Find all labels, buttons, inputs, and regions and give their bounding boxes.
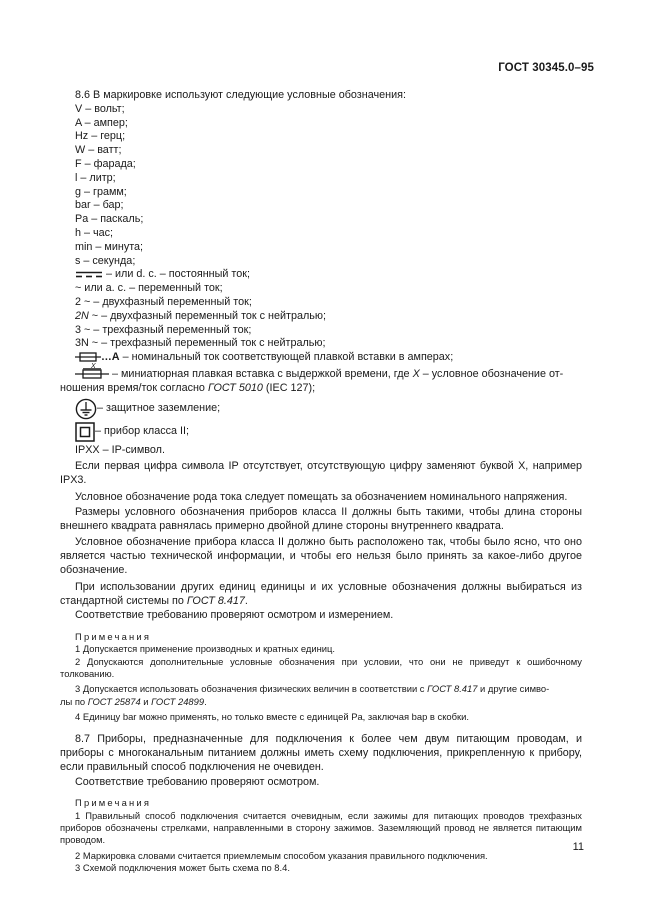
ipxx-line: IPXX – IP-символ. bbox=[75, 443, 165, 456]
note-item: 4 Единицу bar можно применять, но только вместе с единицей Pa, заключая bap в скобки. bbox=[75, 710, 469, 722]
ac3n-symbol-line: 3N ~ – трехфазный переменный ток с нейтралью; bbox=[75, 337, 326, 350]
unit-item: F – фарада; bbox=[75, 157, 136, 170]
unit-item: bar – бар; bbox=[75, 199, 124, 212]
section-8-7-paragraph: 8.7 Приборы, предназначенные для подключения к более чем двум питающим проводам, и приборы с многоканальным питанием должны иметь схему подключения, прикрепленную к прибору, если правильный способ подключения не очевиден. bbox=[60, 733, 582, 773]
document-id-header: ГОСТ 30345.0–95 bbox=[498, 62, 594, 74]
direct-current-icon bbox=[75, 270, 103, 279]
notes-title: Примечания bbox=[75, 797, 152, 809]
unit-item: A – ампер; bbox=[75, 116, 128, 129]
unit-item: g – грамм; bbox=[75, 185, 127, 198]
notes-8-7 bbox=[60, 797, 582, 874]
unit-list bbox=[60, 103, 582, 269]
note-item: 1 Правильный способ подключения считается очевидным, если зажимы для питающих проводов трехфазных приборов обозначены стрелками, направленными в сторону зажимов. Заземляющий провод не является питающим проводом. bbox=[60, 809, 582, 846]
notes-title: Примечания bbox=[75, 631, 152, 643]
mini-fuse-line-cont: ношения время/ток согласно ГОСТ 5010 (IEC 127); bbox=[60, 381, 316, 394]
note-item: 3 Допускается использовать обозначения физических величин в соответствии с ГОСТ 8.417 и другие симво- bbox=[75, 683, 550, 695]
mini-fuse-x-label: X bbox=[91, 362, 96, 370]
unit-item: V – вольт; bbox=[75, 102, 125, 115]
other-units-paragraph: При использовании других единиц единицы и их условные обозначения должны выбираться из стандартной системы по ГОСТ 8.417. bbox=[60, 580, 582, 607]
size-paragraph: Размеры условного обозначения приборов класса II должны быть такими, чтобы длина стороны внешнего квадрата равнялась примерно двойной длине стороны внутреннего квадрата. bbox=[60, 505, 582, 532]
mini-fuse-line: – миниатюрная плавкая вставка с выдержкой времени, где X – условное обозначение от- bbox=[60, 368, 582, 382]
note-item: 2 Допускаются дополнительные условные обозначения при условии, что они не приведут к ошибочному толкованию. bbox=[60, 655, 582, 679]
class2-symbol-line: – прибор класса II; bbox=[60, 422, 582, 442]
note-item-cont: лы по ГОСТ 25874 и ГОСТ 24899. bbox=[60, 695, 207, 707]
ac-symbol-line: ~ или a. c. – переменный ток; bbox=[75, 282, 223, 295]
unit-item: h – час; bbox=[75, 226, 114, 239]
notes-8-6 bbox=[60, 631, 582, 723]
page-number: 11 bbox=[572, 841, 584, 853]
main-content bbox=[60, 89, 582, 874]
placement-paragraph: Условное обозначение прибора класса II должно быть расположено так, чтобы было ясно, что оно является частью технической информации, и чтобы его нельзя было принять за какое-либо другое обозначение. bbox=[60, 536, 582, 576]
unit-item: W – ватт; bbox=[75, 144, 122, 157]
section-8-6-intro: 8.6 В маркировке используют следующие условные обозначения: bbox=[75, 89, 406, 101]
ac3-symbol-line: 3 ~ – трехфазный переменный ток; bbox=[75, 323, 252, 336]
ac2-symbol-line: 2 ~ – двухфазный переменный ток; bbox=[75, 295, 252, 308]
unit-item: Pa – паскаль; bbox=[75, 213, 144, 226]
earth-symbol-line: – защитное заземление; bbox=[60, 398, 582, 420]
unit-item: l – литр; bbox=[75, 171, 116, 184]
mini-fuse-block bbox=[60, 362, 582, 396]
section-8-7-check: Соответствие требованию проверяют осмотром. bbox=[75, 775, 320, 788]
current-kind-paragraph: Условное обозначение рода тока следует помещать за обозначением номинального напряжения. bbox=[75, 490, 568, 503]
class-ii-icon bbox=[75, 422, 95, 442]
ip-paragraph: Если первая цифра символа IP отсутствует, отсутствующую цифру заменяют буквой X, например IPX3. bbox=[60, 460, 582, 487]
dc-symbol-line: – или d. c. – постоянный ток; bbox=[60, 268, 582, 282]
check-paragraph: Соответствие требованию проверяют осмотром и измерением. bbox=[75, 609, 394, 622]
unit-item: Hz – герц; bbox=[75, 130, 126, 143]
unit-item: s – секунда; bbox=[75, 254, 136, 267]
note-item: 1 Допускается применение производных и кратных единиц. bbox=[75, 643, 335, 655]
protective-earth-icon bbox=[75, 398, 97, 420]
unit-item: min – минута; bbox=[75, 240, 144, 253]
note-item: 3 Схемой подключения может быть схема по 8.4. bbox=[75, 861, 290, 873]
note-item: 2 Маркировка словами считается приемлемым способом указания правильного подключения. bbox=[75, 849, 488, 861]
fuse-icon bbox=[75, 351, 101, 363]
ac2n-symbol-line: 2N ~ – двухфазный переменный ток с нейтралью; bbox=[75, 309, 326, 322]
fuse-symbol-line: …A – номинальный ток соответствующей плавкой вставки в амперах; bbox=[60, 351, 582, 365]
